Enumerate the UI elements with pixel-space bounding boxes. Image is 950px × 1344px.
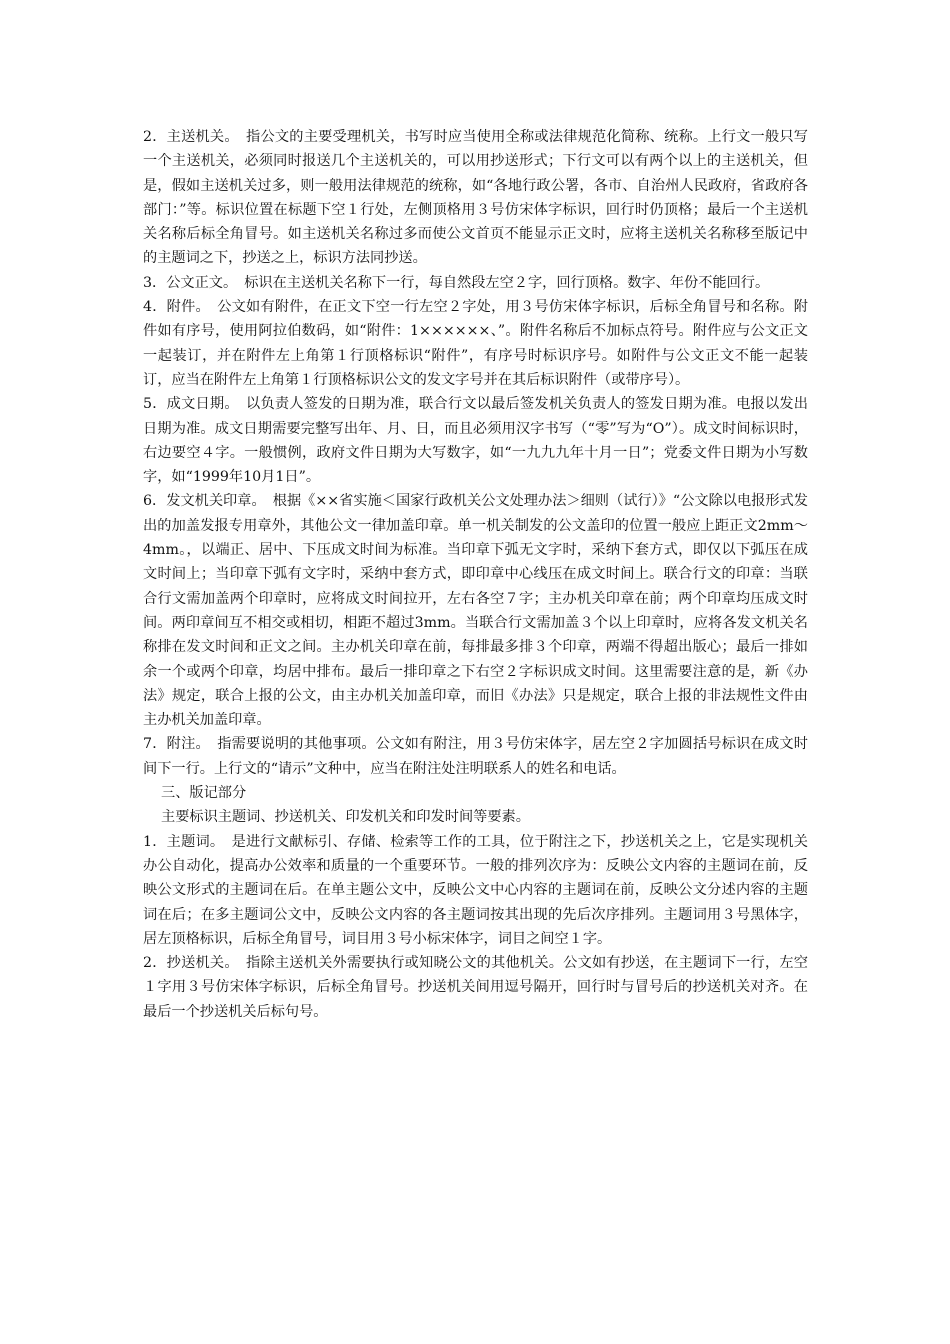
paragraph-date: 5．成文日期。 以负责人签发的日期为准，联合行文以最后签发机关负责人的签发日期为准。电报以发出日期为准。成文日期需要完整写出年、月、日，而且必须用汉字书写（“零”写为“O”）。成文时间标识时，右边要空４字。一般惯例，政府文件日期为大写数字，如“一九九九年十月一日”；党委文件日期为小写数字，如“1999年10月1日”。 (143, 396, 808, 486)
paragraph-note: 7．附注。 指需要说明的其他事项。公文如有附注，用３号仿宋体字，居左空２字加圆括号标识在成文时间下一行。上行文的“请示”文种中，应当在附注处注明联系人的姓名和电话。 (143, 736, 808, 777)
section-heading: 三、版记部分 (161, 785, 247, 802)
paragraph-cc: 2．抄送机关。 指除主送机关外需要执行或知晓公文的其他机关。公文如有抄送，在主题词下一行，左空１字用３号仿宋体字标识，后标全角冒号。抄送机关间用逗号隔开，回行时与冒号后的抄送机关对齐。在最后一个抄送机关后标句号。 (143, 955, 808, 1020)
paragraph-seal: 6．发文机关印章。 根据《××省实施＜国家行政机关公文处理办法＞细则（试行）》“公文除以电报形式发出的加盖发报专用章外，其他公文一律加盖印章。单一机关制发的公文盖印的位置一般应上距正文2mm～4mm。，以端正、居中、下压成文时间为标准。当印章下弧无文字时，采纳下套方式，即仅以下弧压在成文时间上；当印章下弧有文字时，采纳中套方式，即印章中心线压在成文时间上。联合行文的印章：当联合行文需加盖两个印章时，应将成文时间拉开，左右各空７字；主办机关印章在前；两个印章均压成文时间。两印章间互不相交或相切，相距不超过3mm。当联合行文需加盖３个以上印章时，应将各发文机关名称排在发文时间和正文之间。主办机关印章在前，每排最多排３个印章，两端不得超出版心；最后一排如余一个或两个印章，均居中排布。最后一排印章之下右空２字标识成文时间。这里需要注意的是，新《办法》规定，联合上报的公文，由主办机关加盖印章，而旧《办法》只是规定，联合上报的非法规性文件由主办机关加盖印章。 (143, 493, 808, 729)
paragraph-recipient: 2．主送机关。 指公文的主要受理机关，书写时应当使用全称或法律规范化简称、统称。上行文一般只写一个主送机关，必须同时报送几个主送机关的，可以用抄送形式；下行文可以有两个以上的主送机关，但是，假如主送机关过多，则一般用法律规范的统称，如“各地行政公署，各市、自治州人民政府，省政府各部门：”等。标识位置在标题下空１行处，左侧顶格用３号仿宋体字标识，回行时仍顶格；最后一个主送机关名称后标全角冒号。如主送机关名称过多而使公文首页不能显示正文时，应将主送机关名称移至版记中的主题词之下，抄送之上，标识方法同抄送。 (143, 129, 808, 267)
document-body (143, 125, 808, 1024)
paragraph-subject-words: 1．主题词。 是进行文献标引、存储、检索等工作的工具，位于附注之下，抄送机关之上，它是实现机关办公自动化，提高办公效率和质量的一个重要环节。一般的排列次序为：反映公文内容的主题词在前，反映公文形式的主题词在后。在单主题公文中，反映公文中心内容的主题词在前，反映公文分述内容的主题词在后；在多主题词公文中，反映公文内容的各主题词按其出现的先后次序排列。主题词用３号黑体字，居左顶格标识，后标全角冒号，词目用３号小标宋体字，词目之间空１字。 (143, 833, 808, 947)
paragraph-body-text: 3．公文正文。 标识在主送机关名称下一行，每自然段左空２字，回行顶格。数字、年份不能回行。 (143, 274, 770, 291)
section-intro: 主要标识主题词、抄送机关、印发机关和印发时间等要素。 (161, 809, 530, 826)
paragraph-attachment: 4．附件。 公文如有附件，在正文下空一行左空２字处，用３号仿宋体字标识，后标全角冒号和名称。附件如有序号，使用阿拉伯数码，如“附件：1××××××、”。附件名称后不加标点符号。附件应与公文正文一起装订，并在附件左上角第１行顶格标识“附件”，有序号时标识序号。如附件与公文正文不能一起装订，应当在附件左上角第１行顶格标识公文的发文字号并在其后标识附件（或带序号）。 (143, 299, 808, 388)
